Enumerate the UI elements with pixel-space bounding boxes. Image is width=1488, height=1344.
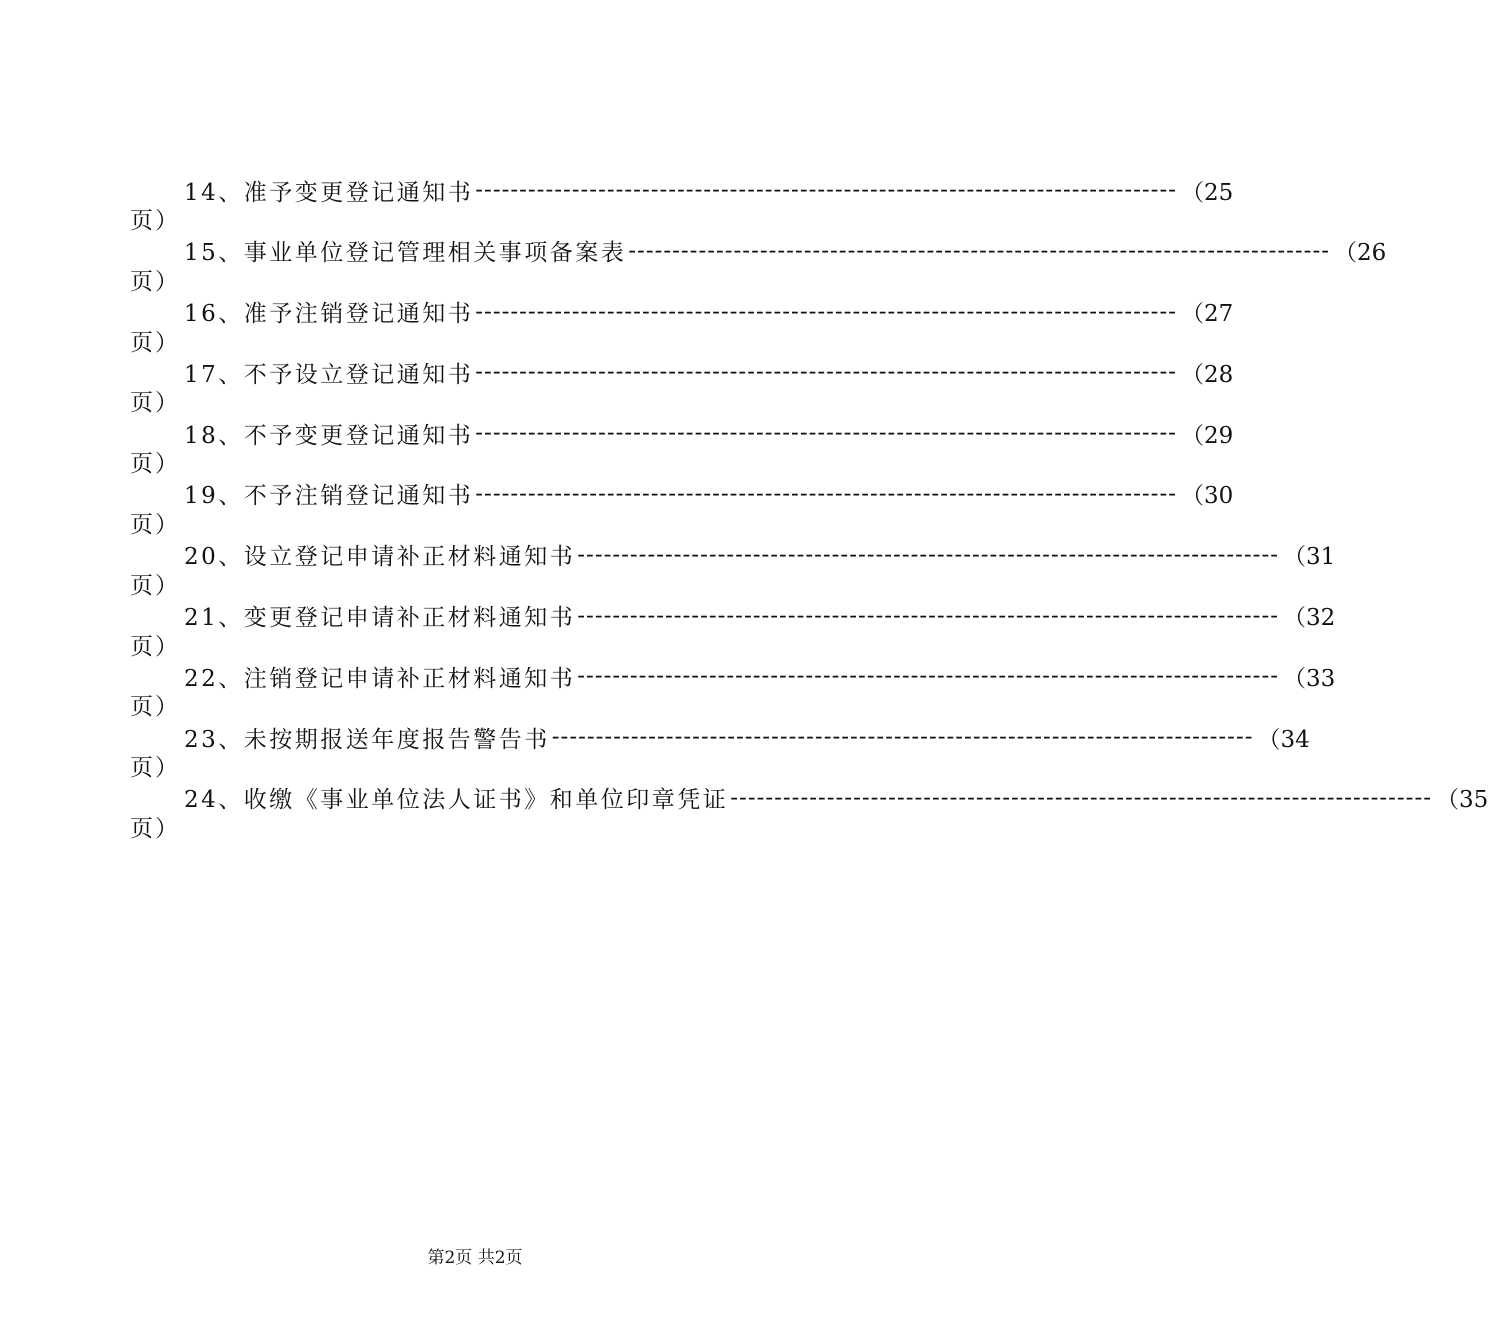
toc-entry xyxy=(130,538,1336,599)
toc-entry-page: （32 xyxy=(1283,605,1336,632)
toc-entry xyxy=(130,173,1234,234)
toc-entry-line xyxy=(184,659,1336,693)
toc-entry-page-suffix: 页） xyxy=(130,694,180,721)
toc-entry xyxy=(130,781,1488,842)
toc-entry-page-suffix: 页） xyxy=(130,451,180,478)
dot-leader: -------------------------------------------------------------------------------- xyxy=(475,480,1177,507)
toc-entry-line xyxy=(184,173,1234,207)
toc-entry-line xyxy=(184,355,1234,389)
dot-leader: -------------------------------------------------------------------------------- xyxy=(475,420,1177,447)
toc-entry-line xyxy=(184,295,1234,329)
toc-entry-title: 19、不予注销登记通知书 xyxy=(184,483,474,510)
dot-leader: -------------------------------------------------------------------------------- xyxy=(551,724,1254,751)
dot-leader: -------------------------------------------------------------------------------- xyxy=(577,663,1279,690)
toc-entry-page-suffix: 页） xyxy=(130,511,180,538)
toc-entry-title: 23、未按期报送年度报告警告书 xyxy=(184,726,550,753)
toc-entry xyxy=(130,295,1234,356)
toc-entry-page: （28 xyxy=(1181,361,1234,388)
toc-entry-page: （31 xyxy=(1283,544,1336,571)
toc-entry-title: 16、准予注销登记通知书 xyxy=(184,301,474,328)
dot-leader: -------------------------------------------------------------------------------- xyxy=(577,602,1279,629)
toc-entry-title: 18、不予变更登记通知书 xyxy=(184,422,474,449)
toc-entry-title: 20、设立登记申请补正材料通知书 xyxy=(184,544,576,571)
toc-entry-page-suffix: 页） xyxy=(130,815,180,842)
page-footer: 第2页 共2页 xyxy=(427,1248,523,1268)
toc-entry-title: 17、不予设立登记通知书 xyxy=(184,361,474,388)
toc-entry-page-suffix: 页） xyxy=(130,755,180,782)
toc-entry-page: （29 xyxy=(1181,422,1234,449)
toc-entry-page: （34 xyxy=(1257,726,1310,753)
toc-entry-title: 21、变更登记申请补正材料通知书 xyxy=(184,605,576,632)
toc-entry xyxy=(130,477,1234,538)
dot-leader: -------------------------------------------------------------------------------- xyxy=(475,298,1177,325)
toc-entry xyxy=(130,355,1234,417)
toc-entry xyxy=(130,659,1336,721)
toc-entry-page-suffix: 页） xyxy=(130,633,180,660)
toc-entry xyxy=(130,234,1387,295)
toc-entry-page: （35 xyxy=(1436,787,1488,814)
toc-entry-page-suffix: 页） xyxy=(130,572,180,599)
toc-entry-line xyxy=(184,477,1234,511)
dot-leader: -------------------------------------------------------------------------------- xyxy=(730,784,1432,811)
toc-entry-page: （27 xyxy=(1181,301,1234,328)
toc-entry-title: 24、收缴《事业单位法人证书》和单位印章凭证 xyxy=(184,787,729,814)
dot-leader: -------------------------------------------------------------------------------- xyxy=(475,177,1177,203)
toc-entry-line xyxy=(184,599,1336,633)
toc-entry-page: （26 xyxy=(1334,240,1387,267)
toc-entry-line xyxy=(184,416,1234,450)
toc-entry-title: 22、注销登记申请补正材料通知书 xyxy=(184,665,576,692)
toc-entry-line xyxy=(184,720,1310,754)
toc-entry-page-suffix: 页） xyxy=(130,208,180,234)
toc-entry-page-suffix: 页） xyxy=(130,268,180,295)
toc-entry-page-suffix: 页） xyxy=(130,390,180,417)
toc-entry xyxy=(130,720,1310,782)
table-of-contents xyxy=(130,173,1488,842)
dot-leader: -------------------------------------------------------------------------------- xyxy=(577,541,1279,568)
toc-entry-line xyxy=(184,234,1387,268)
toc-entry-title: 14、准予变更登记通知书 xyxy=(184,179,474,206)
toc-entry xyxy=(130,416,1234,478)
toc-entry-page: （33 xyxy=(1283,665,1336,692)
toc-entry-page-suffix: 页） xyxy=(130,329,180,356)
toc-entry-page: （30 xyxy=(1181,483,1234,510)
toc-entry-title: 15、事业单位登记管理相关事项备案表 xyxy=(184,240,627,267)
dot-leader: -------------------------------------------------------------------------------- xyxy=(475,359,1177,386)
toc-entry xyxy=(130,599,1336,660)
dot-leader: -------------------------------------------------------------------------------- xyxy=(628,237,1330,264)
toc-entry-line xyxy=(184,538,1336,572)
toc-entry-line xyxy=(184,781,1488,815)
toc-entry-page: （25 xyxy=(1181,179,1234,206)
